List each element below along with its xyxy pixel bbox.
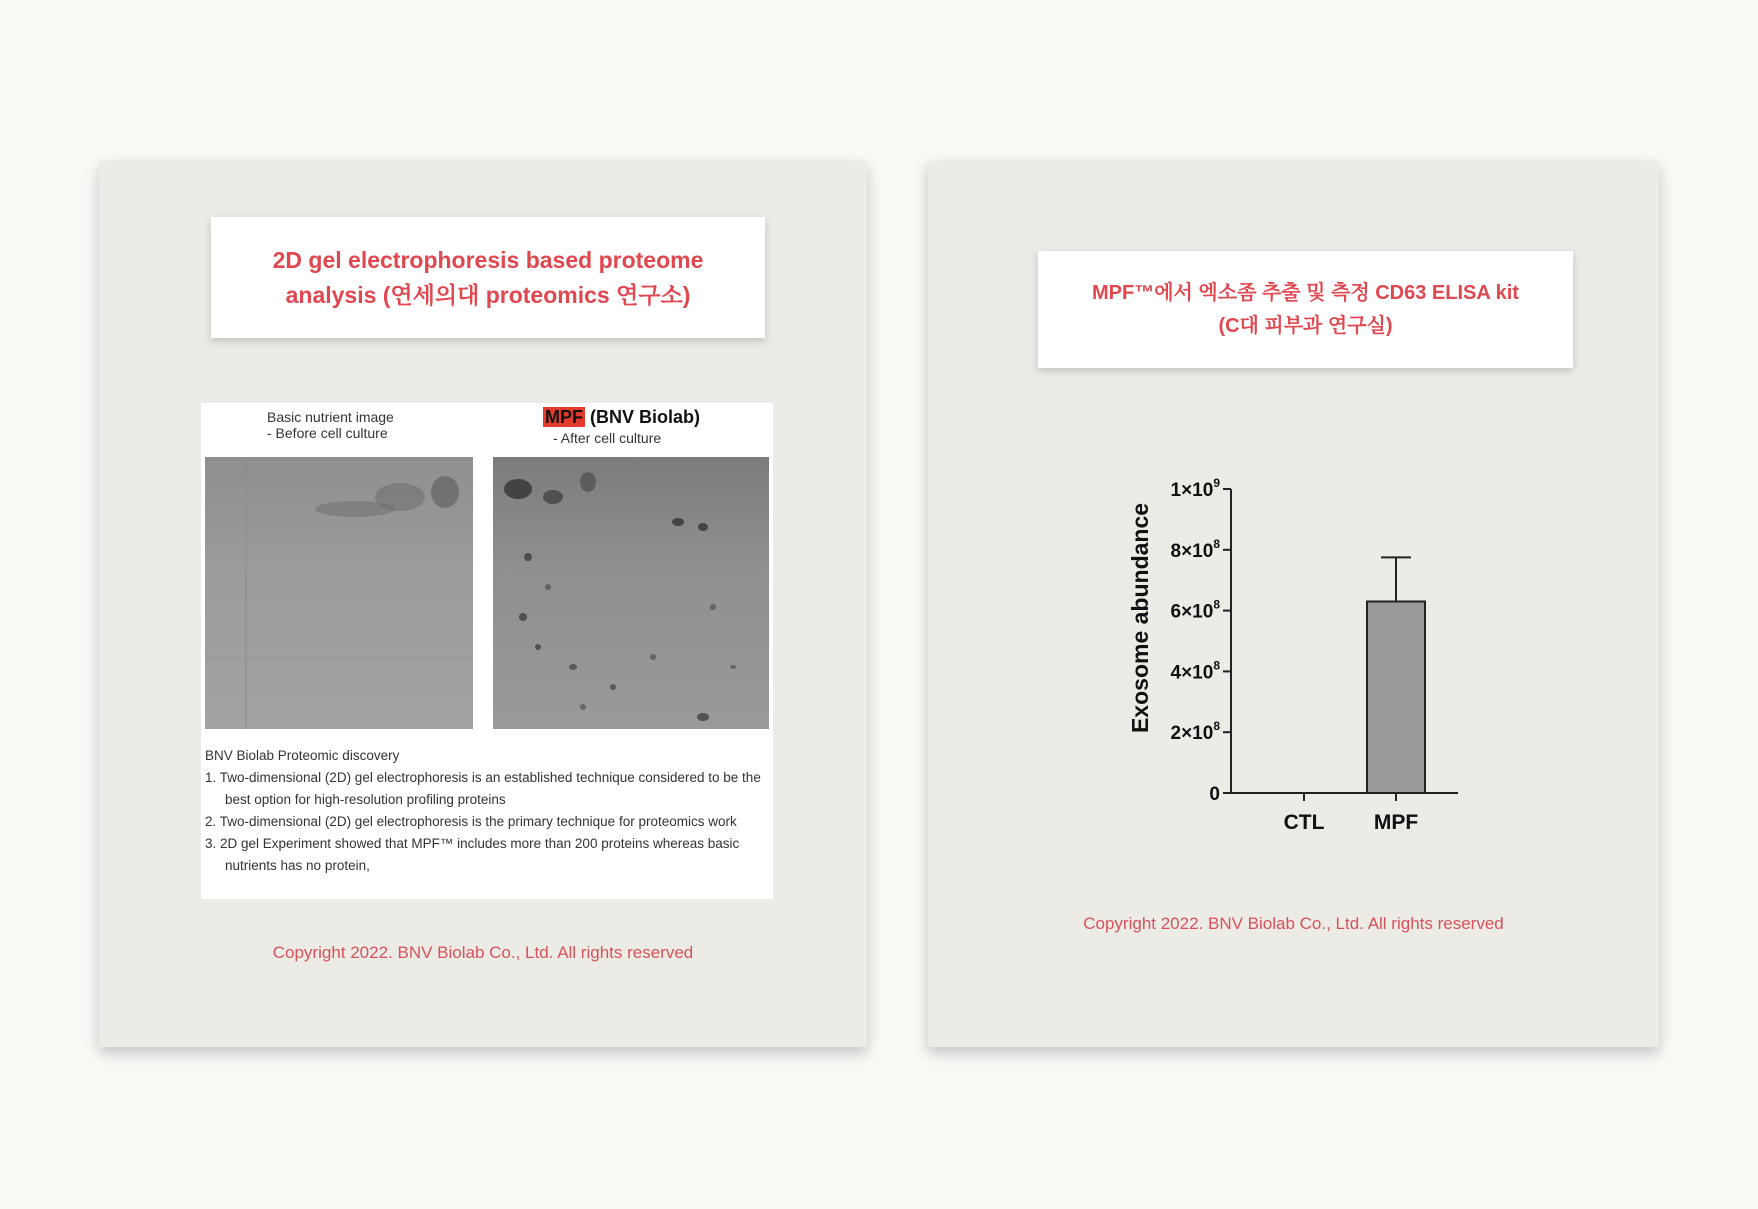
after-label-line2: - After cell culture xyxy=(553,430,662,446)
bar-mpf xyxy=(1367,601,1425,793)
x-tick-label-mpf: MPF xyxy=(1373,811,1419,834)
after-brand: (BNV Biolab) xyxy=(590,407,701,427)
notes-block xyxy=(205,745,769,877)
exosome-bar-chart xyxy=(928,461,1659,881)
proteome-title-line2: analysis (연세의대 proteomics 연구소) xyxy=(285,281,691,308)
y-tick-label: $1\times 10^9$ xyxy=(1170,476,1220,501)
y-tick-label: 0 xyxy=(1209,784,1220,805)
proteome-card xyxy=(99,161,867,1047)
before-label-line2: - Before cell culture xyxy=(267,425,388,441)
exosome-title-line1: MPF™에서 엑소좀 추출 및 측정 CD63 ELISA kit xyxy=(1092,281,1519,304)
notes-heading: BNV Biolab Proteomic discovery xyxy=(205,748,400,763)
mpf-tag: MPF xyxy=(545,407,583,427)
y-tick-label: $6\times 10^8$ xyxy=(1170,597,1220,623)
plot-area xyxy=(1171,476,1458,834)
proteome-title-box xyxy=(211,217,765,338)
y-tick-label: $8\times 10^8$ xyxy=(1170,536,1220,562)
y-tick-label: $4\times 10^8$ xyxy=(1170,658,1220,684)
after-heading xyxy=(543,407,700,428)
note-item: 1. Two-dimensional (2D) gel electrophoresis is an established technique considered to be the best option for high-resolution profiling proteins xyxy=(205,770,761,807)
x-tick-label-ctl: CTL xyxy=(1283,811,1325,834)
exosome-title-box xyxy=(1038,251,1573,368)
copyright-left: Copyright 2022. BNV Biolab Co., Ltd. All rights reserved xyxy=(272,943,694,962)
exosome-card xyxy=(928,161,1659,1047)
gel-image-after xyxy=(493,457,769,729)
exosome-title-line2: (C대 피부과 연구실) xyxy=(1218,314,1393,337)
proteome-title-line1: 2D gel electrophoresis based proteome xyxy=(272,246,704,273)
before-label xyxy=(267,409,394,441)
note-item: 2. Two-dimensional (2D) gel electrophoresis is the primary technique for proteomics work xyxy=(205,814,737,829)
copyright-right: Copyright 2022. BNV Biolab Co., Ltd. All rights reserved xyxy=(1083,914,1504,933)
y-tick-label: $2\times 10^8$ xyxy=(1170,719,1220,745)
gel-after-spots xyxy=(493,457,769,729)
gel-image-before xyxy=(205,457,473,729)
note-item: 3. 2D gel Experiment showed that MPF™ includes more than 200 proteins whereas basic nutrients has no protein, xyxy=(205,836,740,873)
gel-before-streaks xyxy=(205,457,473,729)
before-label-line1: Basic nutrient image xyxy=(267,409,394,425)
gel-figure xyxy=(201,403,773,899)
y-axis-label: Exosome abundance xyxy=(1127,502,1153,734)
